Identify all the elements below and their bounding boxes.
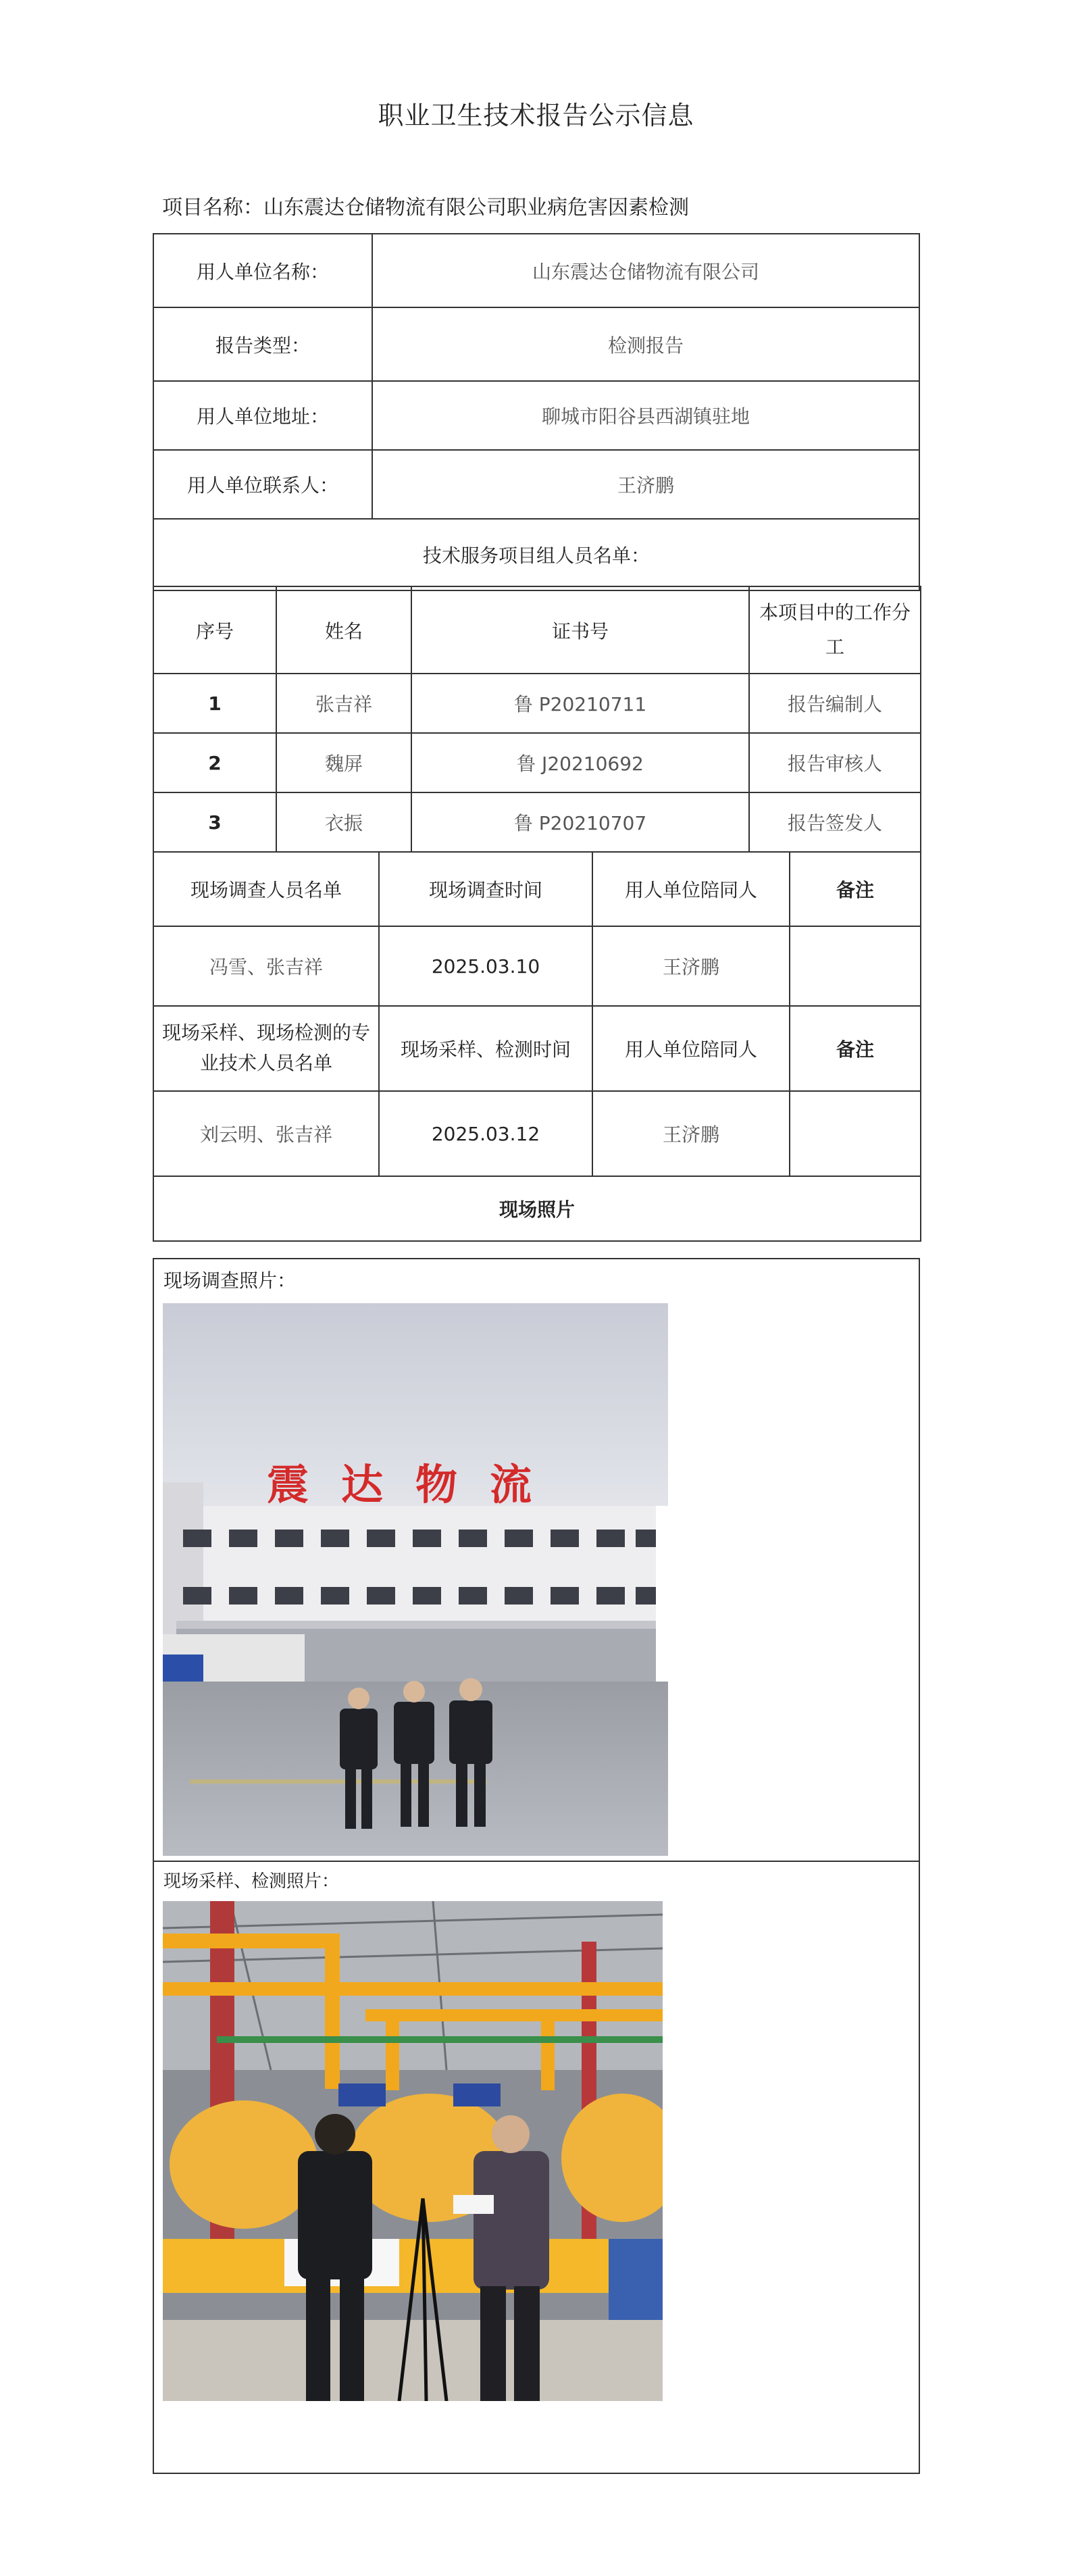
info-value: 王济鹏	[372, 450, 919, 519]
sampling-header: 用人单位陪同人	[592, 1006, 790, 1091]
survey-header-row	[153, 852, 921, 926]
site-photos-box	[153, 1258, 920, 2474]
info-label: 用人单位地址：	[153, 381, 372, 450]
info-value: 山东震达仓储物流有限公司	[372, 234, 919, 307]
survey-note	[790, 926, 921, 1006]
project-label: 项目名称：	[162, 196, 263, 220]
sampling-staff: 刘云明、张吉祥	[153, 1091, 379, 1176]
info-label: 报告类型：	[153, 307, 372, 381]
table-row	[153, 733, 921, 792]
table-row	[153, 1091, 921, 1176]
survey-table	[153, 851, 921, 1242]
team-no: 1	[153, 674, 276, 733]
survey-header: 现场调查人员名单	[153, 852, 379, 926]
survey-photo	[163, 1303, 668, 1856]
team-role: 报告审核人	[749, 733, 921, 792]
sampling-companion: 王济鹏	[592, 1091, 790, 1176]
project-name: 山东震达仓储物流有限公司职业病危害因素检测	[263, 196, 689, 220]
info-label: 用人单位名称：	[153, 234, 372, 307]
page-title: 职业卫生技术报告公示信息	[378, 101, 694, 130]
info-value: 检测报告	[372, 307, 919, 381]
table-row	[153, 792, 921, 852]
sampling-header: 备注	[790, 1006, 921, 1091]
team-heading: 技术服务项目组人员名单：	[153, 519, 919, 590]
photo-divider	[154, 1861, 919, 1862]
team-cert: 鲁 J20210692	[411, 733, 749, 792]
team-no: 2	[153, 733, 276, 792]
sampling-note	[790, 1091, 921, 1176]
photos-heading: 现场照片	[153, 1176, 921, 1241]
table-row	[153, 926, 921, 1006]
team-header: 证书号	[411, 586, 749, 674]
info-row-company	[153, 234, 919, 307]
sampling-photo	[163, 1901, 663, 2401]
team-no: 3	[153, 792, 276, 852]
survey-header: 备注	[790, 852, 921, 926]
team-cert: 鲁 P20210707	[411, 792, 749, 852]
team-name: 衣振	[276, 792, 411, 852]
team-name: 张吉祥	[276, 674, 411, 733]
survey-staff: 冯雪、张吉祥	[153, 926, 379, 1006]
survey-header: 现场调查时间	[379, 852, 592, 926]
info-row-address	[153, 381, 919, 450]
building-sign: 震达物流	[266, 1460, 565, 1509]
sampling-photo-image	[163, 1901, 663, 2401]
team-header: 本项目中的工作分工	[749, 586, 921, 674]
team-name: 魏屏	[276, 733, 411, 792]
team-header: 姓名	[276, 586, 411, 674]
team-cert: 鲁 P20210711	[411, 674, 749, 733]
company-info-table	[153, 233, 920, 591]
table-row	[153, 674, 921, 733]
sampling-header: 现场采样、检测时间	[379, 1006, 592, 1091]
team-header: 序号	[153, 586, 276, 674]
info-label: 用人单位联系人：	[153, 450, 372, 519]
survey-companion: 王济鹏	[592, 926, 790, 1006]
survey-time: 2025.03.10	[379, 926, 592, 1006]
team-heading-row	[153, 519, 919, 590]
project-name-line	[162, 191, 689, 220]
info-value: 聊城市阳谷县西湖镇驻地	[372, 381, 919, 450]
photos-heading-row	[153, 1176, 921, 1241]
sampling-header-row	[153, 1006, 921, 1091]
sampling-time: 2025.03.12	[379, 1091, 592, 1176]
sampling-header: 现场采样、现场检测的专业技术人员名单	[153, 1006, 379, 1091]
team-table	[153, 586, 921, 853]
team-header-row	[153, 586, 921, 674]
team-role: 报告签发人	[749, 792, 921, 852]
survey-photo-caption: 现场调查照片：	[163, 1269, 297, 1292]
team-role: 报告编制人	[749, 674, 921, 733]
info-row-contact	[153, 450, 919, 519]
sampling-photo-caption: 现场采样、检测照片：	[163, 1871, 340, 1892]
survey-photo-image	[163, 1303, 668, 1856]
survey-header: 用人单位陪同人	[592, 852, 790, 926]
info-row-report-type	[153, 307, 919, 381]
